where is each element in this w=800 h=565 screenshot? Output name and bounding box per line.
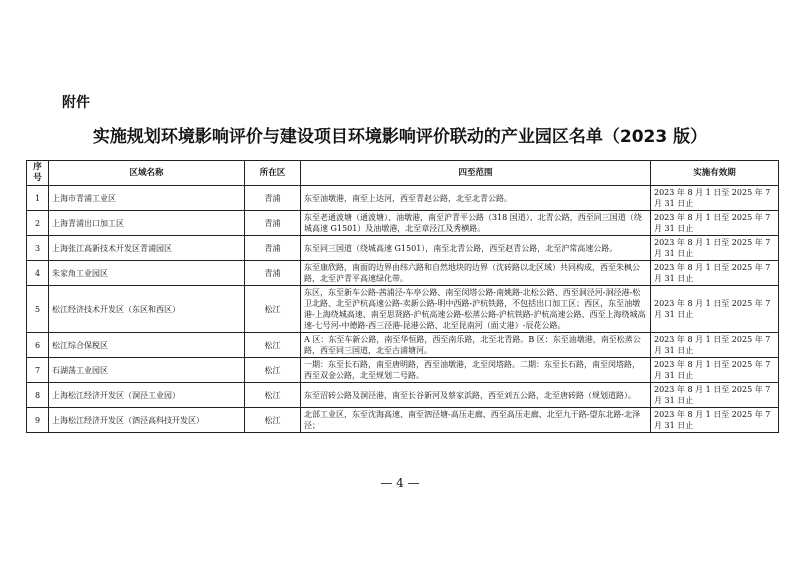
row-bounds: A 区：东至车新公路，南至华恒路，西至南乐路，北至北青路。B 区：东至油墩港，南至松蒸公路，西至同三国道，北至古浦塘河。 — [301, 333, 651, 358]
row-name: 上海松江经济开发区（泗泾高科技开发区） — [49, 408, 245, 433]
row-no: 8 — [27, 383, 49, 408]
row-bounds: 东至沼砖公路及洞泾港，南至长谷新河及蔡家浜路，西至刘五公路，北至唐砖路（规划道路）。 — [301, 383, 651, 408]
row-no: 4 — [27, 261, 49, 286]
row-validity: 2023 年 8 月 1 日至 2025 年 7 月 31 日止 — [651, 211, 779, 236]
row-name: 朱家角工业园区 — [49, 261, 245, 286]
row-name: 上海市青浦工业区 — [49, 186, 245, 211]
row-bounds: 东至油墩港，南至上达河，西至青赵公路，北至北青公路。 — [301, 186, 651, 211]
row-bounds: 东至老通波塘（通波塘）、油墩港，南至沪青平公路（318 国道）、北青公路，西至同三国道（绕城高速 G1501）及油墩港，北至章泾江及秀横路。 — [301, 211, 651, 236]
row-district: 青浦 — [245, 261, 301, 286]
row-name: 上海青浦出口加工区 — [49, 211, 245, 236]
row-bounds: 东至康欣路，南面的边界由纬六路和自然地块的边界（沈砖路以北区域）共同构成，西至朱枫公路，北至沪青平高速绿化带。 — [301, 261, 651, 286]
row-name: 上海松江经济开发区（洞泾工业园） — [49, 383, 245, 408]
row-validity: 2023 年 8 月 1 日至 2025 年 7 月 31 日止 — [651, 261, 779, 286]
row-no: 1 — [27, 186, 49, 211]
row-bounds: 一期：东至长石路，南至唐明路，西至油墩港，北至闵塔路。二期：东至长石路，南至闵塔路，西至双金公路，北至规划二号路。 — [301, 358, 651, 383]
row-district: 青浦 — [245, 236, 301, 261]
row-bounds: 北部工业区，东至沈海高速、南至泗泾塘-高压走廊、西至高压走廊、北至九干路-望东北路-北泽泾； — [301, 408, 651, 433]
table-row — [27, 186, 779, 211]
row-district: 松江 — [245, 333, 301, 358]
table-row — [27, 261, 779, 286]
row-no: 5 — [27, 286, 49, 333]
row-validity: 2023 年 8 月 1 日至 2025 年 7 月 31 日止 — [651, 383, 779, 408]
park-list-table — [26, 160, 779, 433]
header-no: 序号 — [27, 161, 49, 186]
row-no: 7 — [27, 358, 49, 383]
row-no: 2 — [27, 211, 49, 236]
table-row — [27, 211, 779, 236]
table-row — [27, 408, 779, 433]
row-name: 上海张江高新技术开发区青浦园区 — [49, 236, 245, 261]
row-validity: 2023 年 8 月 1 日至 2025 年 7 月 31 日止 — [651, 358, 779, 383]
page-number: — 4 — — [380, 476, 420, 490]
row-bounds: 东至同三国道（绕城高速 G1501），南至北青公路，西至赵青公路，北至沪常高速公路。 — [301, 236, 651, 261]
row-no: 6 — [27, 333, 49, 358]
row-validity: 2023 年 8 月 1 日至 2025 年 7 月 31 日止 — [651, 236, 779, 261]
table-header-row — [27, 161, 779, 186]
row-no: 3 — [27, 236, 49, 261]
row-district: 松江 — [245, 383, 301, 408]
table-row — [27, 286, 779, 333]
header-district: 所在区 — [245, 161, 301, 186]
row-district: 青浦 — [245, 186, 301, 211]
row-district: 青浦 — [245, 211, 301, 236]
row-name: 松江综合保税区 — [49, 333, 245, 358]
row-name: 松江经济技术开发区（东区和西区） — [49, 286, 245, 333]
header-validity: 实施有效期 — [651, 161, 779, 186]
row-validity: 2023 年 8 月 1 日至 2025 年 7 月 31 日止 — [651, 286, 779, 333]
row-district: 松江 — [245, 286, 301, 333]
row-bounds: 东区，东至新车公路-茜浦泾-车亭公路、南至闵塔公路-南姚路-北松公路、西至洞泾河-洞泾港-松卫北路、北至沪杭高速公路-卖新公路-明中西路-沪杭铁路，不包括出口加工区；西区，东至油墩港-上海绕城高速、南至思贤路-沪杭高速公路-松蒸公路-沪杭铁路-沪杭高速公路、西至上海绕城高速-七号河-中德路-西三泾港-昆港公路、北至昆南河（面丈港）-辰花公路。 — [301, 286, 651, 333]
row-name: 石湖荡工业园区 — [49, 358, 245, 383]
header-name: 区域名称 — [49, 161, 245, 186]
row-validity: 2023 年 8 月 1 日至 2025 年 7 月 31 日止 — [651, 333, 779, 358]
row-district: 松江 — [245, 358, 301, 383]
table-row — [27, 236, 779, 261]
table-row — [27, 333, 779, 358]
attachment-label: 附件 — [62, 95, 90, 111]
header-bounds: 四至范围 — [301, 161, 651, 186]
row-validity: 2023 年 8 月 1 日至 2025 年 7 月 31 日止 — [651, 408, 779, 433]
row-district: 松江 — [245, 408, 301, 433]
row-validity: 2023 年 8 月 1 日至 2025 年 7 月 31 日止 — [651, 186, 779, 211]
table-row — [27, 383, 779, 408]
row-no: 9 — [27, 408, 49, 433]
table-row — [27, 358, 779, 383]
document-title: 实施规划环境影响评价与建设项目环境影响评价联动的产业园区名单（2023 版） — [92, 127, 708, 147]
